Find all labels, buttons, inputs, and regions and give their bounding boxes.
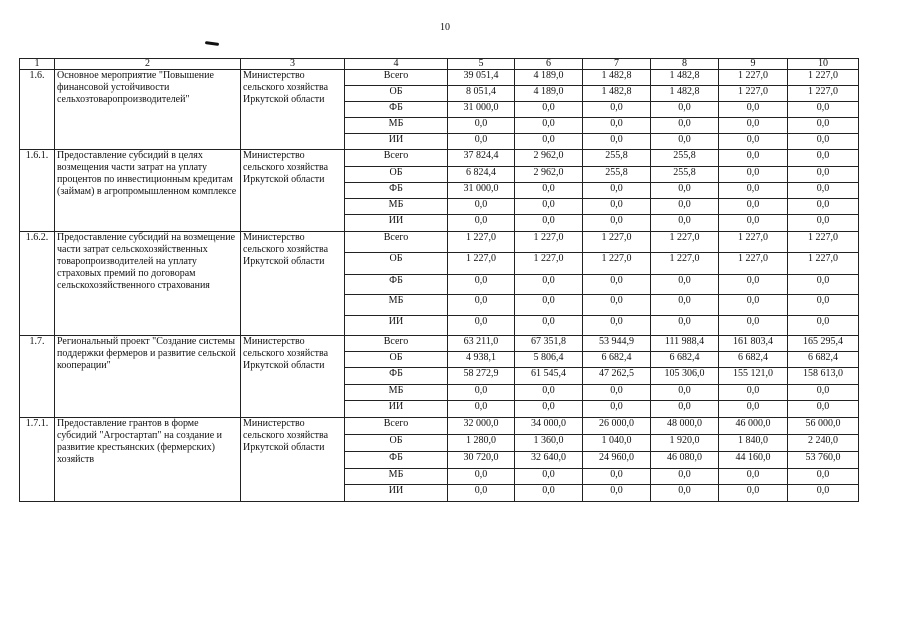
funding-source: ИИ: [345, 316, 448, 336]
scan-artifact-mark: [205, 41, 219, 46]
funding-source: МБ: [345, 199, 448, 215]
value-cell: 47 262,5: [583, 368, 651, 385]
table-row: [20, 418, 859, 435]
value-cell: 1 920,0: [651, 435, 719, 452]
value-cell: 0,0: [719, 485, 788, 502]
value-cell: 1 227,0: [719, 232, 788, 253]
value-cell: 58 272,9: [448, 368, 515, 385]
funding-source: ФБ: [345, 183, 448, 199]
value-cell: 1 227,0: [788, 86, 859, 102]
value-cell: 0,0: [651, 134, 719, 150]
value-cell: 165 295,4: [788, 336, 859, 352]
value-cell: 0,0: [651, 199, 719, 215]
value-cell: 0,0: [651, 385, 719, 401]
value-cell: 255,8: [651, 167, 719, 183]
header-row: [20, 59, 859, 70]
value-cell: 4 189,0: [515, 86, 583, 102]
table-row: [20, 336, 859, 352]
funding-source: МБ: [345, 295, 448, 316]
value-cell: 46 080,0: [651, 452, 719, 469]
value-cell: 0,0: [448, 134, 515, 150]
value-cell: 0,0: [788, 102, 859, 118]
value-cell: 31 000,0: [448, 183, 515, 199]
value-cell: 155 121,0: [719, 368, 788, 385]
value-cell: 1 227,0: [583, 232, 651, 253]
funding-source: ИИ: [345, 134, 448, 150]
funding-source: Всего: [345, 150, 448, 167]
column-header-2: 2: [55, 59, 241, 70]
value-cell: 32 640,0: [515, 452, 583, 469]
value-cell: 0,0: [515, 215, 583, 232]
value-cell: 0,0: [788, 485, 859, 502]
column-header-5: 5: [448, 59, 515, 70]
value-cell: 1 227,0: [788, 70, 859, 86]
column-header-3: 3: [241, 59, 345, 70]
value-cell: 37 824,4: [448, 150, 515, 167]
row-code: 1.6.2.: [20, 232, 55, 336]
value-cell: 0,0: [583, 485, 651, 502]
value-cell: 1 840,0: [719, 435, 788, 452]
value-cell: 255,8: [583, 150, 651, 167]
value-cell: 0,0: [651, 295, 719, 316]
value-cell: 1 227,0: [448, 253, 515, 275]
value-cell: 0,0: [719, 215, 788, 232]
funding-source: Всего: [345, 232, 448, 253]
executor: Министерство сельского хозяйства Иркутской области: [241, 336, 345, 418]
value-cell: 0,0: [651, 316, 719, 336]
value-cell: 1 040,0: [583, 435, 651, 452]
value-cell: 0,0: [788, 167, 859, 183]
value-cell: 0,0: [515, 134, 583, 150]
column-header-8: 8: [651, 59, 719, 70]
value-cell: 1 227,0: [651, 232, 719, 253]
column-header-7: 7: [583, 59, 651, 70]
budget-table: [19, 58, 859, 502]
value-cell: 0,0: [515, 385, 583, 401]
value-cell: 34 000,0: [515, 418, 583, 435]
funding-source: ОБ: [345, 435, 448, 452]
value-cell: 32 000,0: [448, 418, 515, 435]
value-cell: 0,0: [719, 150, 788, 167]
column-header-4: 4: [345, 59, 448, 70]
row-code: 1.7.: [20, 336, 55, 418]
value-cell: 6 682,4: [719, 352, 788, 368]
value-cell: 0,0: [583, 401, 651, 418]
value-cell: 0,0: [515, 183, 583, 199]
value-cell: 1 227,0: [651, 253, 719, 275]
value-cell: 1 227,0: [719, 253, 788, 275]
value-cell: 0,0: [651, 118, 719, 134]
value-cell: 0,0: [788, 385, 859, 401]
value-cell: 1 482,8: [583, 70, 651, 86]
value-cell: 6 682,4: [788, 352, 859, 368]
value-cell: 53 760,0: [788, 452, 859, 469]
value-cell: 0,0: [651, 102, 719, 118]
value-cell: 0,0: [651, 485, 719, 502]
value-cell: 0,0: [448, 275, 515, 295]
value-cell: 0,0: [583, 215, 651, 232]
value-cell: 1 227,0: [719, 70, 788, 86]
funding-source: ФБ: [345, 102, 448, 118]
table-body: [20, 70, 859, 502]
value-cell: 0,0: [719, 275, 788, 295]
value-cell: 0,0: [788, 295, 859, 316]
value-cell: 1 482,8: [651, 86, 719, 102]
value-cell: 0,0: [448, 485, 515, 502]
value-cell: 46 000,0: [719, 418, 788, 435]
value-cell: 105 306,0: [651, 368, 719, 385]
value-cell: 31 000,0: [448, 102, 515, 118]
value-cell: 61 545,4: [515, 368, 583, 385]
funding-source: ОБ: [345, 352, 448, 368]
activity-name: Основное мероприятие "Повышение финансовой устойчивости сельхозтоваропроизводителей": [55, 70, 241, 150]
value-cell: 6 824,4: [448, 167, 515, 183]
value-cell: 0,0: [515, 295, 583, 316]
value-cell: 0,0: [651, 183, 719, 199]
value-cell: 0,0: [583, 275, 651, 295]
table-row: [20, 232, 859, 253]
value-cell: 39 051,4: [448, 70, 515, 86]
value-cell: 0,0: [515, 401, 583, 418]
value-cell: 44 160,0: [719, 452, 788, 469]
value-cell: 0,0: [583, 199, 651, 215]
executor: Министерство сельского хозяйства Иркутской области: [241, 418, 345, 502]
value-cell: 0,0: [788, 134, 859, 150]
value-cell: 0,0: [583, 102, 651, 118]
activity-name: Предоставление субсидий в целях возмещения части затрат на уплату процентов по инвестиционным кредитам (займам) в агропромышленном комплексе: [55, 150, 241, 232]
funding-source: МБ: [345, 385, 448, 401]
executor: Министерство сельского хозяйства Иркутской области: [241, 232, 345, 336]
funding-source: ОБ: [345, 167, 448, 183]
value-cell: 0,0: [583, 183, 651, 199]
value-cell: 0,0: [788, 215, 859, 232]
value-cell: 6 682,4: [651, 352, 719, 368]
value-cell: 1 227,0: [515, 232, 583, 253]
value-cell: 1 227,0: [788, 253, 859, 275]
value-cell: 30 720,0: [448, 452, 515, 469]
value-cell: 24 960,0: [583, 452, 651, 469]
value-cell: 0,0: [515, 316, 583, 336]
value-cell: 56 000,0: [788, 418, 859, 435]
value-cell: 0,0: [719, 102, 788, 118]
value-cell: 2 962,0: [515, 167, 583, 183]
value-cell: 0,0: [448, 316, 515, 336]
value-cell: 5 806,4: [515, 352, 583, 368]
activity-name: Предоставление грантов в форме субсидий "Агростартап" на создание и развитие крестьянских (фермерских) хозяйств: [55, 418, 241, 502]
funding-source: Всего: [345, 418, 448, 435]
value-cell: 6 682,4: [583, 352, 651, 368]
value-cell: 0,0: [515, 199, 583, 215]
value-cell: 0,0: [515, 118, 583, 134]
value-cell: 0,0: [719, 199, 788, 215]
value-cell: 4 189,0: [515, 70, 583, 86]
value-cell: 1 482,8: [583, 86, 651, 102]
column-header-1: 1: [20, 59, 55, 70]
value-cell: 0,0: [651, 469, 719, 485]
value-cell: 0,0: [448, 199, 515, 215]
value-cell: 0,0: [788, 316, 859, 336]
value-cell: 53 944,9: [583, 336, 651, 352]
value-cell: 63 211,0: [448, 336, 515, 352]
column-header-10: 10: [788, 59, 859, 70]
value-cell: 0,0: [788, 150, 859, 167]
value-cell: 158 613,0: [788, 368, 859, 385]
value-cell: 0,0: [788, 183, 859, 199]
value-cell: 0,0: [719, 167, 788, 183]
page-number: 10: [440, 22, 450, 33]
value-cell: 0,0: [448, 118, 515, 134]
value-cell: 255,8: [583, 167, 651, 183]
value-cell: 0,0: [515, 275, 583, 295]
funding-source: ИИ: [345, 215, 448, 232]
value-cell: 0,0: [448, 295, 515, 316]
value-cell: 0,0: [719, 295, 788, 316]
funding-source: ИИ: [345, 401, 448, 418]
funding-source: ФБ: [345, 452, 448, 469]
table-row: [20, 70, 859, 86]
activity-name: Предоставление субсидий на возмещение части затрат сельскохозяйственных товаропроизводителей на уплату страховых премий по договорам сельскохозяйственного страхования: [55, 232, 241, 336]
value-cell: 0,0: [651, 401, 719, 418]
value-cell: 0,0: [583, 385, 651, 401]
value-cell: 1 227,0: [448, 232, 515, 253]
funding-source: Всего: [345, 336, 448, 352]
funding-source: Всего: [345, 70, 448, 86]
value-cell: 1 360,0: [515, 435, 583, 452]
executor: Министерство сельского хозяйства Иркутской области: [241, 150, 345, 232]
value-cell: 8 051,4: [448, 86, 515, 102]
value-cell: 0,0: [651, 275, 719, 295]
value-cell: 0,0: [719, 134, 788, 150]
value-cell: 0,0: [583, 134, 651, 150]
value-cell: 0,0: [788, 199, 859, 215]
value-cell: 2 240,0: [788, 435, 859, 452]
value-cell: 1 482,8: [651, 70, 719, 86]
value-cell: 0,0: [719, 316, 788, 336]
value-cell: 0,0: [719, 469, 788, 485]
value-cell: 0,0: [515, 102, 583, 118]
value-cell: 0,0: [583, 118, 651, 134]
funding-source: ФБ: [345, 275, 448, 295]
row-code: 1.7.1.: [20, 418, 55, 502]
value-cell: 1 227,0: [515, 253, 583, 275]
value-cell: 0,0: [788, 401, 859, 418]
funding-source: ОБ: [345, 253, 448, 275]
activity-name: Региональный проект "Создание системы поддержки фермеров и развитие сельской кооперации": [55, 336, 241, 418]
value-cell: 26 000,0: [583, 418, 651, 435]
value-cell: 0,0: [583, 316, 651, 336]
value-cell: 0,0: [515, 485, 583, 502]
value-cell: 1 280,0: [448, 435, 515, 452]
value-cell: 0,0: [448, 401, 515, 418]
value-cell: 0,0: [719, 118, 788, 134]
funding-source: ОБ: [345, 86, 448, 102]
value-cell: 1 227,0: [788, 232, 859, 253]
value-cell: 255,8: [651, 150, 719, 167]
funding-source: ФБ: [345, 368, 448, 385]
funding-source: ИИ: [345, 485, 448, 502]
value-cell: 2 962,0: [515, 150, 583, 167]
value-cell: 1 227,0: [719, 86, 788, 102]
value-cell: 0,0: [448, 469, 515, 485]
value-cell: 0,0: [448, 385, 515, 401]
value-cell: 0,0: [719, 183, 788, 199]
value-cell: 0,0: [788, 275, 859, 295]
value-cell: 0,0: [788, 118, 859, 134]
funding-source: МБ: [345, 118, 448, 134]
value-cell: 0,0: [583, 295, 651, 316]
value-cell: 0,0: [448, 215, 515, 232]
row-code: 1.6.: [20, 70, 55, 150]
value-cell: 0,0: [719, 401, 788, 418]
row-code: 1.6.1.: [20, 150, 55, 232]
executor: Министерство сельского хозяйства Иркутской области: [241, 70, 345, 150]
value-cell: 161 803,4: [719, 336, 788, 352]
column-header-6: 6: [515, 59, 583, 70]
value-cell: 48 000,0: [651, 418, 719, 435]
value-cell: 1 227,0: [583, 253, 651, 275]
value-cell: 0,0: [719, 385, 788, 401]
value-cell: 0,0: [583, 469, 651, 485]
table-row: [20, 150, 859, 167]
value-cell: 0,0: [788, 469, 859, 485]
column-header-9: 9: [719, 59, 788, 70]
value-cell: 0,0: [651, 215, 719, 232]
value-cell: 67 351,8: [515, 336, 583, 352]
value-cell: 111 988,4: [651, 336, 719, 352]
funding-source: МБ: [345, 469, 448, 485]
value-cell: 0,0: [515, 469, 583, 485]
value-cell: 4 938,1: [448, 352, 515, 368]
